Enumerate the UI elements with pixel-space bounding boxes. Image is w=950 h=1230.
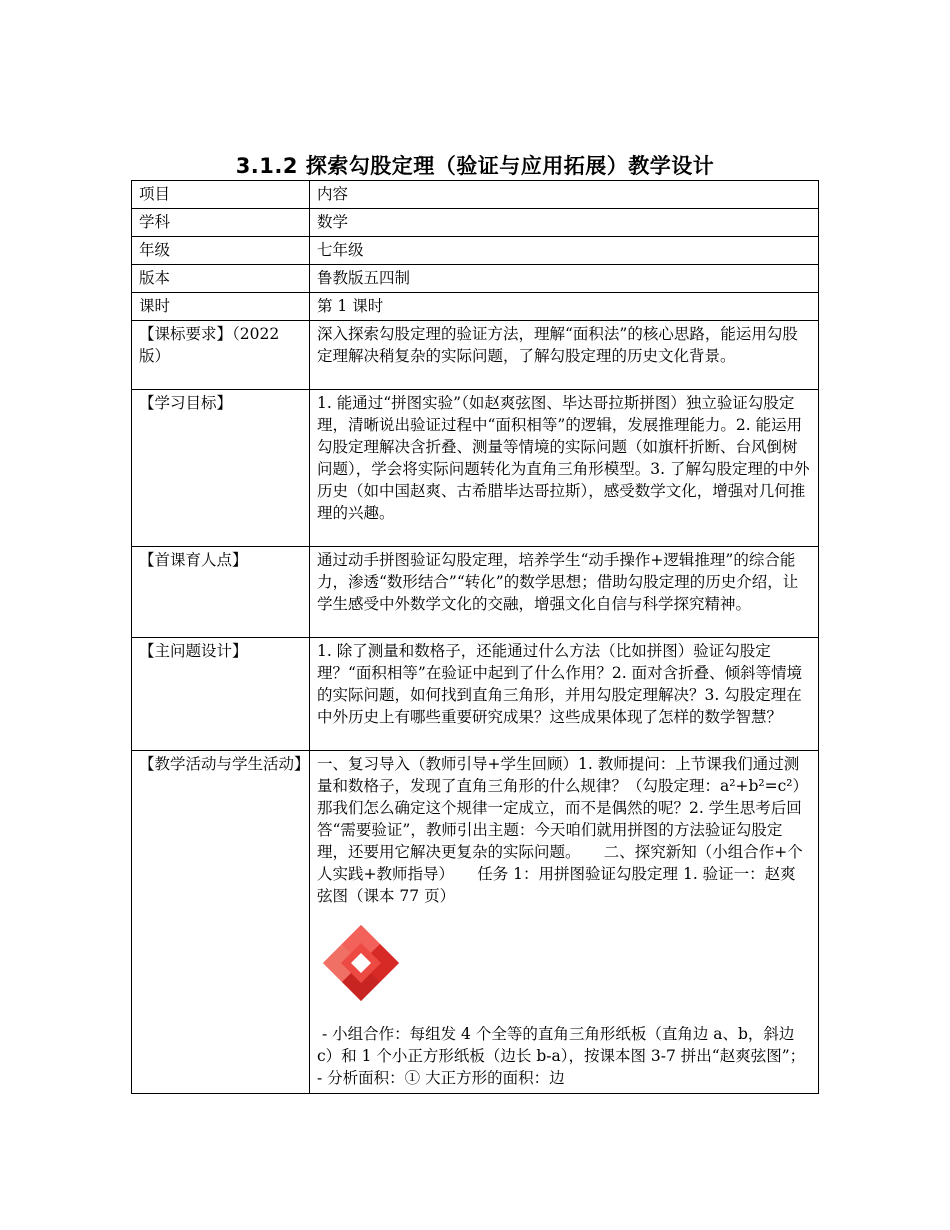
row-label: 课时 [132, 293, 310, 321]
activity-text-part1: 一、复习导入（教师引导+学生回顾）1. 教师提问：上节课我们通过测量和数格子，发现了直角三角形的什么规律？（勾股定理：a²+b²=c²）那我们怎么确定这个规律一定成立，而不是偶然的呢？2. 学生思考后回答“需要验证”，教师引出主题：今天咱们就用拼图的方法验证勾股定理，还要用它解决更复杂的实际问题。 二、探究新知（小组合作+个人实践+教师指导） 任务 1：用拼图验证勾股定理 1. 验证一：赵爽弦图（课本 77 页） [317, 755, 808, 905]
row-content: 通过动手拼图验证勾股定理，培养学生“动手操作+逻辑推理”的综合能力，渗透“数形结合”“转化”的数学思想；借助勾股定理的历史介绍，让学生感受中外数学文化的交融，增强文化自信与科学探究精神。 [310, 547, 819, 638]
table-row [132, 321, 819, 390]
header-content-cell: 内容 [310, 181, 819, 209]
row-label: 【首课育人点】 [132, 547, 310, 638]
row-label: 【主问题设计】 [132, 638, 310, 751]
row-label: 年级 [132, 237, 310, 265]
lesson-plan-table [131, 180, 819, 1094]
row-content: 1. 除了测量和数格子，还能通过什么方法（比如拼图）验证勾股定理？“面积相等”在验证中起到了什么作用？2. 面对含折叠、倾斜等情境的实际问题，如何找到直角三角形，并用勾股定理解决？3. 勾股定理在中外历史上有哪些重要研究成果？这些成果体现了怎样的数学智慧？ [310, 638, 819, 751]
document-title: 3.1.2 探索勾股定理（验证与应用拓展）教学设计 [235, 154, 715, 178]
row-content: 七年级 [310, 237, 819, 265]
row-label: 【教学活动与学生活动】 [132, 751, 310, 1094]
zhao-shuang-diagram-svg [321, 923, 401, 1003]
table-row [132, 237, 819, 265]
table-row [132, 293, 819, 321]
header-item-cell: 项目 [132, 181, 310, 209]
row-content: 深入探索勾股定理的验证方法，理解“面积法”的核心思路，能运用勾股定理解决稍复杂的实际问题，了解勾股定理的历史文化背景。 [310, 321, 819, 390]
row-content: 鲁教版五四制 [310, 265, 819, 293]
table-header-row [132, 181, 819, 209]
row-content [310, 751, 819, 1094]
row-label: 【课标要求】（2022 版） [132, 321, 310, 390]
row-content: 1. 能通过“拼图实验”（如赵爽弦图、毕达哥拉斯拼图）独立验证勾股定理，清晰说出验证过程中“面积相等”的逻辑，发展推理能力。2. 能运用勾股定理解决含折叠、测量等情境的实际问题（如旗杆折断、台风倒树问题），学会将实际问题转化为直角三角形模型。3. 了解勾股定理的中外历史（如中国赵爽、古希腊毕达哥拉斯），感受数学文化，增强对几何推理的兴趣。 [310, 390, 819, 547]
row-content: 数学 [310, 209, 819, 237]
table-row [132, 751, 819, 1094]
table-row [132, 638, 819, 751]
zhao-shuang-diagram-icon [321, 923, 811, 1009]
row-label: 【学习目标】 [132, 390, 310, 547]
activity-text-part2: - 小组合作：每组发 4 个全等的直角三角形纸板（直角边 a、b，斜边 c）和 1 个小正方形纸板（边长 b-a），按课本图 3-7 拼出“赵爽弦图”； - 分析面积：① 大正方形的面积：边 [317, 1025, 815, 1087]
row-label: 学科 [132, 209, 310, 237]
table-row [132, 390, 819, 547]
row-content: 第 1 课时 [310, 293, 819, 321]
table-row [132, 209, 819, 237]
table-row [132, 265, 819, 293]
row-label: 版本 [132, 265, 310, 293]
table-row [132, 547, 819, 638]
